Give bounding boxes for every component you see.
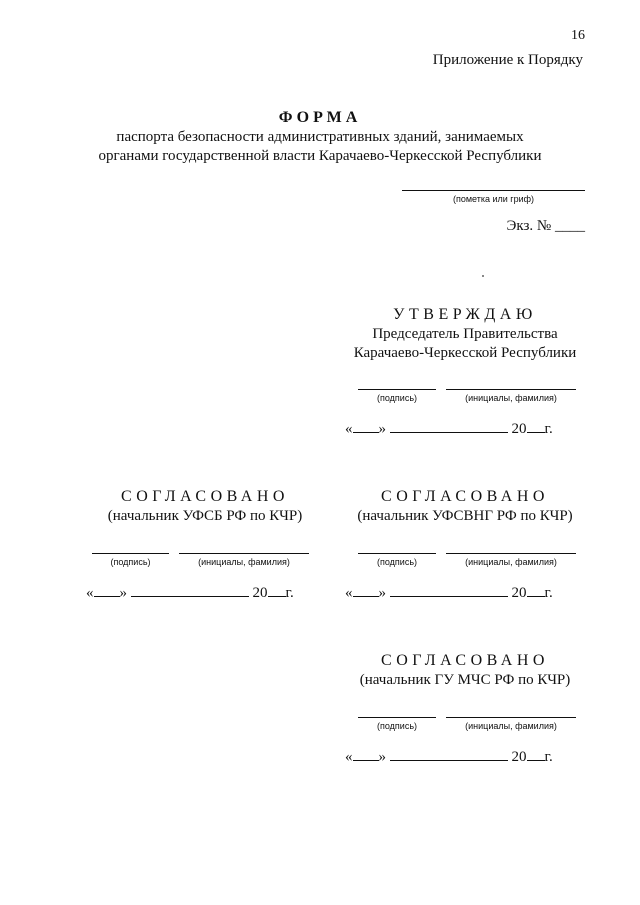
grif-line [402,190,585,191]
agreed-ufsb-initials-line [179,553,309,554]
open-quote: « [345,749,353,765]
open-quote: « [86,585,94,601]
agreed-mchs-signature-label: (подпись) [376,721,418,731]
form-subtitle-line2: органами государственной власти Карачаево-Черкесской Республики [98,148,542,164]
agreed-mchs-role: (начальник ГУ МЧС РФ по КЧР) [359,672,571,688]
agreed-ufsb-initials-label: (инициалы, фамилия) [198,557,290,567]
year-prefix: 20 [511,421,527,437]
agreed-ufsvng-role: (начальник УФСВНГ РФ по КЧР) [357,508,573,524]
agreed-ufsb-signature-label: (подпись) [110,557,151,567]
open-quote: « [345,421,353,437]
form-subtitle-line1: паспорта безопасности административных зданий, занимаемых [116,129,524,145]
grif-field [402,178,585,204]
agreed-mchs-date-row [345,746,553,766]
open-quote: « [345,585,353,601]
year-prefix: 20 [511,585,527,601]
agreed-ufsvng-initials-line [446,553,576,554]
close-quote: » [119,585,127,601]
approve-signature-line [358,389,436,390]
grif-label: (пометка или гриф) [452,194,535,204]
year-prefix: 20 [252,585,268,601]
agreed-mchs-block [330,651,600,690]
agreed-ufsvng-signature-line [358,553,436,554]
approve-role-line1: Председатель Правительства [372,326,558,342]
agreed-mchs-signature-line [358,717,436,718]
agreed-ufsvng-date-row [345,582,553,602]
approve-heading: УТВЕРЖДАЮ [393,306,537,323]
approve-date-row [345,418,553,438]
agreed-mchs-heading: СОГЛАСОВАНО [381,652,549,669]
agreed-ufsvng-signature-label: (подпись) [376,557,418,567]
form-title: ФОРМА [278,109,362,126]
agreed-ufsb-heading: СОГЛАСОВАНО [121,488,289,505]
year-suffix: г. [285,585,294,601]
agreed-ufsvng-block [330,487,600,526]
year-suffix: г. [544,749,553,765]
scan-dot [482,275,484,277]
approve-initials-label: (инициалы, фамилия) [465,393,557,403]
year-prefix: 20 [511,749,527,765]
copy-number: Экз. № ____ [506,218,585,234]
agreed-mchs-initials-label: (инициалы, фамилия) [465,721,557,731]
approve-block [340,305,590,363]
approve-initials-line [446,389,576,390]
agreed-ufsb-role: (начальник УФСБ РФ по КЧР) [107,508,303,524]
approve-signature-label: (подпись) [376,393,418,403]
close-quote: » [378,749,386,765]
agreed-ufsvng-heading: СОГЛАСОВАНО [381,488,549,505]
agreed-ufsb-block [70,487,340,526]
close-quote: » [378,585,386,601]
agreed-ufsb-signature-line [92,553,169,554]
year-suffix: г. [544,585,553,601]
appendix-caption: Приложение к Порядку [432,52,583,68]
approve-role-line2: Карачаево-Черкесской Республики [353,345,577,361]
close-quote: » [378,421,386,437]
year-suffix: г. [544,421,553,437]
page-number: 16 [571,28,585,43]
agreed-ufsvng-initials-label: (инициалы, фамилия) [465,557,557,567]
form-title-block [0,108,640,166]
agreed-mchs-initials-line [446,717,576,718]
agreed-ufsb-date-row [86,582,294,602]
